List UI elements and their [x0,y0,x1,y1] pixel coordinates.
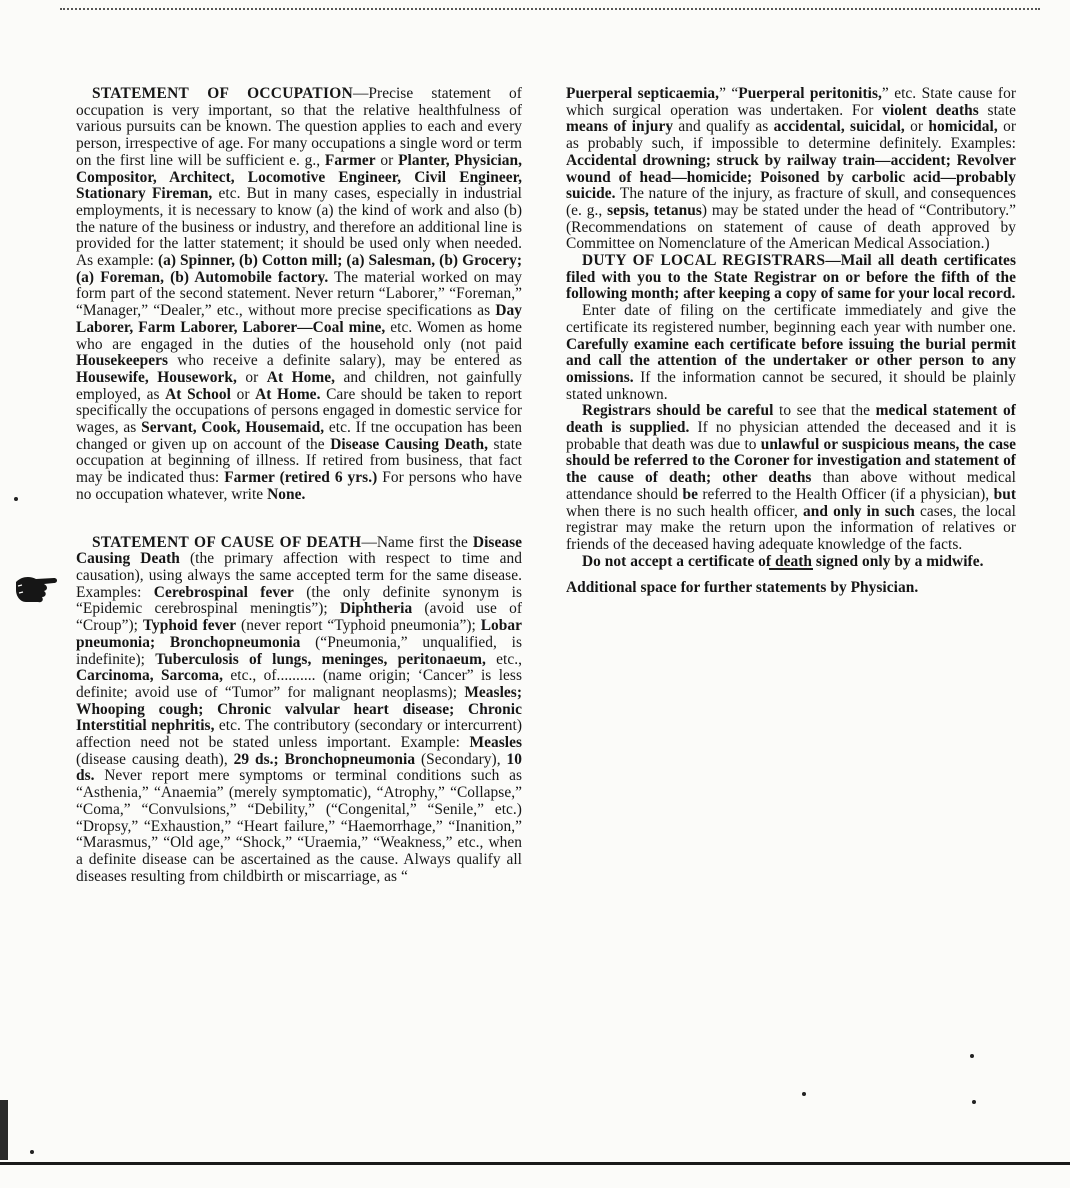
occupation-example: Disease Causing Death, [330,435,489,453]
occupation-text: For persons who have no occupation whatever, write [76,469,522,503]
cause-text: Never report mere symptoms or terminal conditions such as “Asthenia,” “Anaemia” (merely symptomatic), “Atrophy,” “Collapse,” “Coma,” “Convulsions,” “Debility,” (“Congenital,” “Senile,” etc.) “Dropsy,” “Exhaustion,” “Heart failure,” “Haemorrhage,” “Inanition,” “Marasmus,” “Old age,” “Shock,” “Uraemia,” “Weakness,” etc., when a definite disease can be ascertained as the cause. Always qualify all diseases resulting from childbirth or miscarriage, as “ [76,767,522,885]
cause-term: Typhoid fever [142,617,237,635]
cause-term: Lobar pneumonia; Bronchopneumonia [76,617,523,651]
margin-speck [14,497,18,501]
filing-emphasis: Carefully examine each certificate before issuing the burial permit and call the attention of the undertaker or other person to any omissions. [566,335,1016,386]
cause-text: (the only definite synonym is “Epidemic cerebrospinal meningtis”); [76,583,522,618]
midwife-warning [566,554,1016,571]
cause-text: (the primary affection with respect to time and causation), using always the same accepted term for the same disease. Examples: [76,550,522,601]
occupation-example: Planter, Physician, Compositor, Architect, Locomotive Engineer, Civil Engineer, Stationary Fireman, [76,151,522,203]
registrar-text: when there is no such health officer, [566,502,803,520]
registrar-responsibilities [566,403,1016,553]
filing-text: Enter date of filing on the certificate immediately and give the certificate its registered number, beginning each year with number one. [566,302,1016,336]
occupation-heading: STATEMENT OF OCCUPATION [92,85,353,102]
registrar-emphasis: be [682,485,698,503]
cause-text: (Secondary), [415,750,507,768]
cause-text: etc., of.......... (name origin; ‘Cancer” is less definite; avoid use of “Tumor” for malignant neoplasms); [76,667,522,701]
registrar-text: to see that the [773,402,876,420]
occupation-example: Housewife, Housework, [76,368,237,386]
cause-term: Carcinoma, Sarcoma, [76,667,224,685]
cause-term: sepsis, tetanus [607,201,702,219]
filing-instructions [566,303,1016,403]
registrar-emphasis: unlawful or suspicious means, the case should be referred to the Coroner for investigation and statement of the cause of death; other deaths [566,435,1016,487]
registrar-text: than above without medical attendance should [566,469,1016,503]
midwife-text: Do not accept a certificate of death signed only by a midwife. [582,552,984,570]
occupation-example: Housekeepers [76,352,169,370]
cause-text: (“Pneumonia,” unqualified, is indefinite); [76,633,522,668]
margin-speck [802,1092,806,1096]
occupation-text: state occupation at beginning of illness. If retired from business, that fact may be indicated thus: [76,435,522,487]
occupation-text: and children, not gainfully employed, as [76,368,522,403]
registrar-emphasis: medical statement of death is supplied. [566,402,1016,437]
cause-term: Diphtheria [339,600,413,618]
occupation-text: or [236,368,267,386]
left-column [76,86,522,885]
occupation-example: Day Laborer, Farm Laborer, Laborer—Coal mine, [76,302,522,336]
cause-text: state [978,101,1016,119]
bottom-rule [0,1162,1070,1165]
cause-term: Measles; Whooping cough; Chronic valvular heart disease; Chronic Interstitial nephritis, [76,683,522,735]
occupation-text: Care should be taken to report specifically the occupations of persons engaged in domestic service for wages, as [76,385,522,437]
occupation-text: etc. But in many cases, especially in industrial employments, it is necessary to know (a) the kind of work and also (b) the nature of the business or industry, and therefore an additional line is provided for the latter statement; it should be used only when needed. As example: [76,185,522,270]
pointing-hand-icon [14,566,60,608]
cause-text: (never report “Typhoid pneumonia”); [236,617,481,635]
cause-term: accidental, suicidal, [773,118,905,136]
registrar-emphasis: but [993,485,1016,503]
occupation-text: The material worked on may form part of the second statement. Never return “Laborer,” “Foreman,” “Manager,” “Dealer,” etc., without more precise specifications as [76,268,523,320]
registrar-text: cases, the local registrar may make the return upon the information of relatives or friends of the deceased having adequate knowledge of the facts. [566,502,1016,553]
cause-of-death-continued [566,86,1016,253]
filing-text: If the information cannot be secured, it should be plainly stated unknown. [566,368,1016,403]
duty-of-registrars [566,253,1016,303]
occupation-text: who receive a definite salary), may be entered as [168,352,522,370]
registrar-emphasis: and only in such [803,502,915,520]
cause-heading: STATEMENT OF CAUSE OF DEATH [92,533,362,551]
occupation-text: etc. Women as home who are engaged in the duties of the household only (not paid [76,318,522,353]
registrar-text: referred to the Health Officer (if a physician), [697,485,994,503]
margin-speck [30,1150,34,1154]
margin-speck [970,1054,974,1058]
cause-term: Disease Causing Death [76,533,522,568]
occupation-text: or [375,151,399,169]
occupation-text: or [230,385,256,403]
cause-of-death-statement [76,535,522,886]
occupation-text: —Precise statement of occupation is very important, so that the relative healthfulness of various pursuits can be known. The question applies to each and every person, irrespective of age. For many occupations a single word or term on the first line will be sufficient e. g., [76,85,522,169]
cause-term: Measles [469,734,522,752]
occupation-example: Farmer (retired 6 yrs.) [224,469,378,487]
cause-text: etc. The contributory (secondary or intercurrent) affection need not be stated unless important. Example: [76,717,522,752]
cause-term: Cerebrospinal fever [153,583,294,601]
cause-text: ” “ [719,85,739,102]
cause-text: or [904,118,929,136]
occupation-example: (a) Spinner, (b) Cotton mill; (a) Salesman, (b) Grocery; (a) Foreman, (b) Automobile factory. [76,252,522,286]
margin-speck [972,1100,976,1104]
cause-term: violent deaths [882,101,979,119]
cause-term: Accidental drowning; struck by railway train—accident; Revolver wound of head—homicide; Poisoned by carbolic acid—probably suicide. [566,151,1016,203]
left-edge-shadow [0,1100,8,1160]
cause-term: Puerperal septicaemia, [566,85,720,102]
cause-term: Puerperal peritonitis, [738,85,882,102]
top-dotted-rule [60,8,1040,10]
occupation-example: At Home, [266,368,336,386]
occupation-example: At School [165,385,231,403]
duty-text: —Mail all death certificates filed with you to the State Registrar on or before the fifth of the following month; after keeping a copy of same for your local record. [566,252,1016,303]
cause-text: ) may be stated under the head of “Contributory.” (Recommendations on statement of cause of death approved by Committee on Nomenclature of the American Medical Association.) [566,201,1017,253]
duty-heading: DUTY OF LOCAL REGISTRARS [582,252,826,270]
registrar-emphasis: Registrars should be careful [582,402,774,420]
cause-text: —Name first the [361,533,473,551]
registrar-text: If no physician attended the deceased and it is probable that death was due to [566,419,1016,453]
cause-term: 29 ds.; Bronchopneumonia [233,750,416,768]
cause-text: ” etc. State cause for which surgical operation was undertaken. For [566,85,1016,119]
cause-text: or as probably such, if impossible to determine definitely. Examples: [566,118,1016,153]
occupation-example: Servant, Cook, Housemaid, [141,419,325,437]
cause-text: etc., [485,650,522,668]
cause-text: (disease causing death), [76,750,234,768]
cause-term: means of injury [566,118,674,136]
cause-term: 10 ds. [76,750,522,785]
cause-term: homicidal, [928,118,998,136]
cause-term: Tuberculosis of lungs, meninges, peritonaeum, [155,650,486,668]
right-column [566,86,1016,597]
occupation-example: None. [267,485,306,503]
additional-space-label: Additional space for further statements by Physician. [566,579,919,597]
cause-text: The nature of the injury, as fracture of skull, and consequences (e. g., [566,185,1016,219]
occupation-text: etc. If tne occupation has been changed or given up on account of the [76,419,523,453]
occupation-example: At Home. [255,385,321,403]
occupation-example: Farmer [324,151,376,169]
occupation-statement [76,86,522,504]
cause-text: (avoid use of “Croup”); [76,600,522,635]
cause-text: and qualify as [673,118,774,136]
